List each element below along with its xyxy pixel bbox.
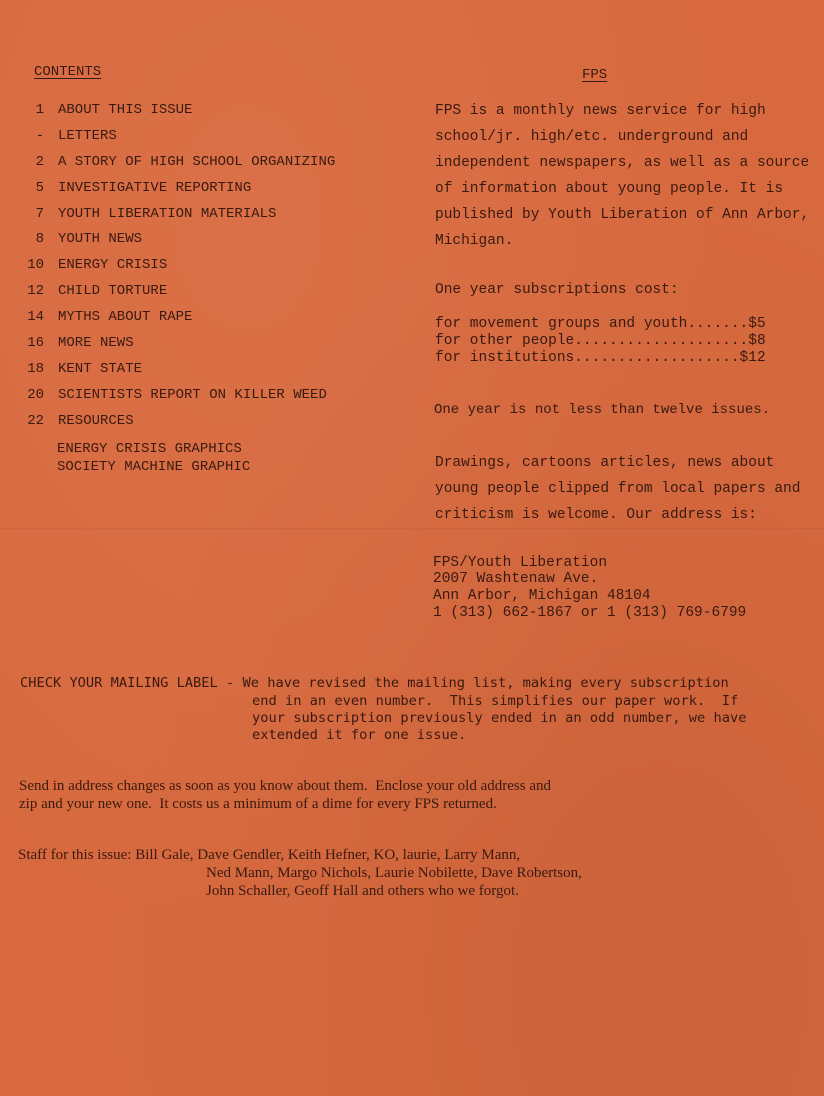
staff-credits: Staff for this issue: Bill Gale, Dave Gendler, Keith Hefner, KO, laurie, Larry Mann, <box>18 847 521 863</box>
contents-page-number: 14 <box>27 309 44 326</box>
contents-item-title: INVESTIGATIVE REPORTING <box>58 179 252 196</box>
price-line: for institutions...................$12 <box>435 350 766 366</box>
price-line: for other people....................$8 <box>435 333 766 349</box>
mailing-label-notice: your subscription previously ended in an odd number, we have <box>252 710 747 726</box>
subscriptions-heading: One year subscriptions cost: <box>435 282 679 298</box>
contents-item <box>14 149 414 175</box>
phone-line: 1 (313) 662-1867 or 1 (313) 769-6799 <box>433 605 747 621</box>
mailing-label-notice: extended it for one issue. <box>252 727 467 743</box>
fps-heading: FPS <box>582 67 608 83</box>
contents-item <box>14 97 414 123</box>
contents-item <box>14 330 414 356</box>
contents-page-number: 10 <box>27 257 44 274</box>
contents-item <box>14 408 414 434</box>
staff-credits: Ned Mann, Margo Nichols, Laurie Nobilette, Dave Robertson, <box>206 865 582 881</box>
address-changes-note: Send in address changes as soon as you know about them. Enclose your old address and <box>19 778 551 794</box>
contents-page-number: 22 <box>27 412 44 429</box>
contents-item <box>14 201 414 227</box>
contents-item <box>14 304 414 330</box>
contents-item <box>14 278 414 304</box>
contents-heading: CONTENTS <box>34 64 102 80</box>
contents-page-number: 7 <box>35 205 44 222</box>
address-line: 2007 Washtenaw Ave. <box>433 571 599 587</box>
staff-credits: John Schaller, Geoff Hall and others who we forgot. <box>206 883 519 899</box>
contents-page-number: 12 <box>27 283 44 300</box>
graphics-credit: SOCIETY MACHINE GRAPHIC <box>57 459 251 475</box>
contents-page-number: - <box>35 127 44 144</box>
contents-item <box>14 252 414 278</box>
contributions-note: Drawings, cartoons articles, news about young people clipped from local papers and criticism is welcome. Our address is: <box>435 455 801 523</box>
contents-page-number: 5 <box>35 179 44 196</box>
contents-item-title: MYTHS ABOUT RAPE <box>58 309 193 326</box>
contents-item <box>14 382 414 408</box>
contents-item-title: ENERGY CRISIS <box>58 257 168 274</box>
minimum-issues-note: One year is not less than twelve issues. <box>434 402 771 418</box>
contents-list <box>14 97 414 434</box>
contents-item <box>14 175 414 201</box>
contents-item-title: SCIENTISTS REPORT ON KILLER WEED <box>58 386 327 403</box>
contents-item-title: YOUTH NEWS <box>58 231 143 248</box>
contents-page-number: 1 <box>35 101 44 118</box>
contents-item-title: ABOUT THIS ISSUE <box>58 101 193 118</box>
contents-item-title: CHILD TORTURE <box>58 283 168 300</box>
contents-item-title: MORE NEWS <box>58 334 134 351</box>
mailing-label-notice: end in an even number. This simplifies our paper work. If <box>252 693 739 709</box>
contents-page-number: 18 <box>27 360 44 377</box>
contents-item-title: RESOURCES <box>58 412 134 429</box>
address-changes-note: zip and your new one. It costs us a minimum of a dime for every FPS returned. <box>19 796 497 812</box>
contents-item-title: YOUTH LIBERATION MATERIALS <box>58 205 277 222</box>
price-line: for movement groups and youth.......$5 <box>435 316 766 332</box>
address-line: FPS/Youth Liberation <box>433 555 608 571</box>
contents-item-title: A STORY OF HIGH SCHOOL ORGANIZING <box>58 153 336 170</box>
contents-item <box>14 356 414 382</box>
contents-item <box>14 226 414 252</box>
contents-item <box>14 123 414 149</box>
fps-description: FPS is a monthly news service for high school/jr. high/etc. underground and independent newspapers, as well as a source of information about young people. It is published by Youth Liberation of Ann Arbor, Michigan. <box>435 103 810 249</box>
contents-page-number: 20 <box>27 386 44 403</box>
paper-fold-line <box>0 528 824 529</box>
contents-page-number: 8 <box>35 231 44 248</box>
contents-page-number: 16 <box>27 334 44 351</box>
contents-item-title: LETTERS <box>58 127 117 144</box>
contents-page-number: 2 <box>35 153 44 170</box>
graphics-credit: ENERGY CRISIS GRAPHICS <box>57 441 242 457</box>
mailing-label-notice: CHECK YOUR MAILING LABEL - We have revised the mailing list, making every subscription <box>20 675 729 691</box>
address-line: Ann Arbor, Michigan 48104 <box>433 588 651 604</box>
contents-item-title: KENT STATE <box>58 360 143 377</box>
